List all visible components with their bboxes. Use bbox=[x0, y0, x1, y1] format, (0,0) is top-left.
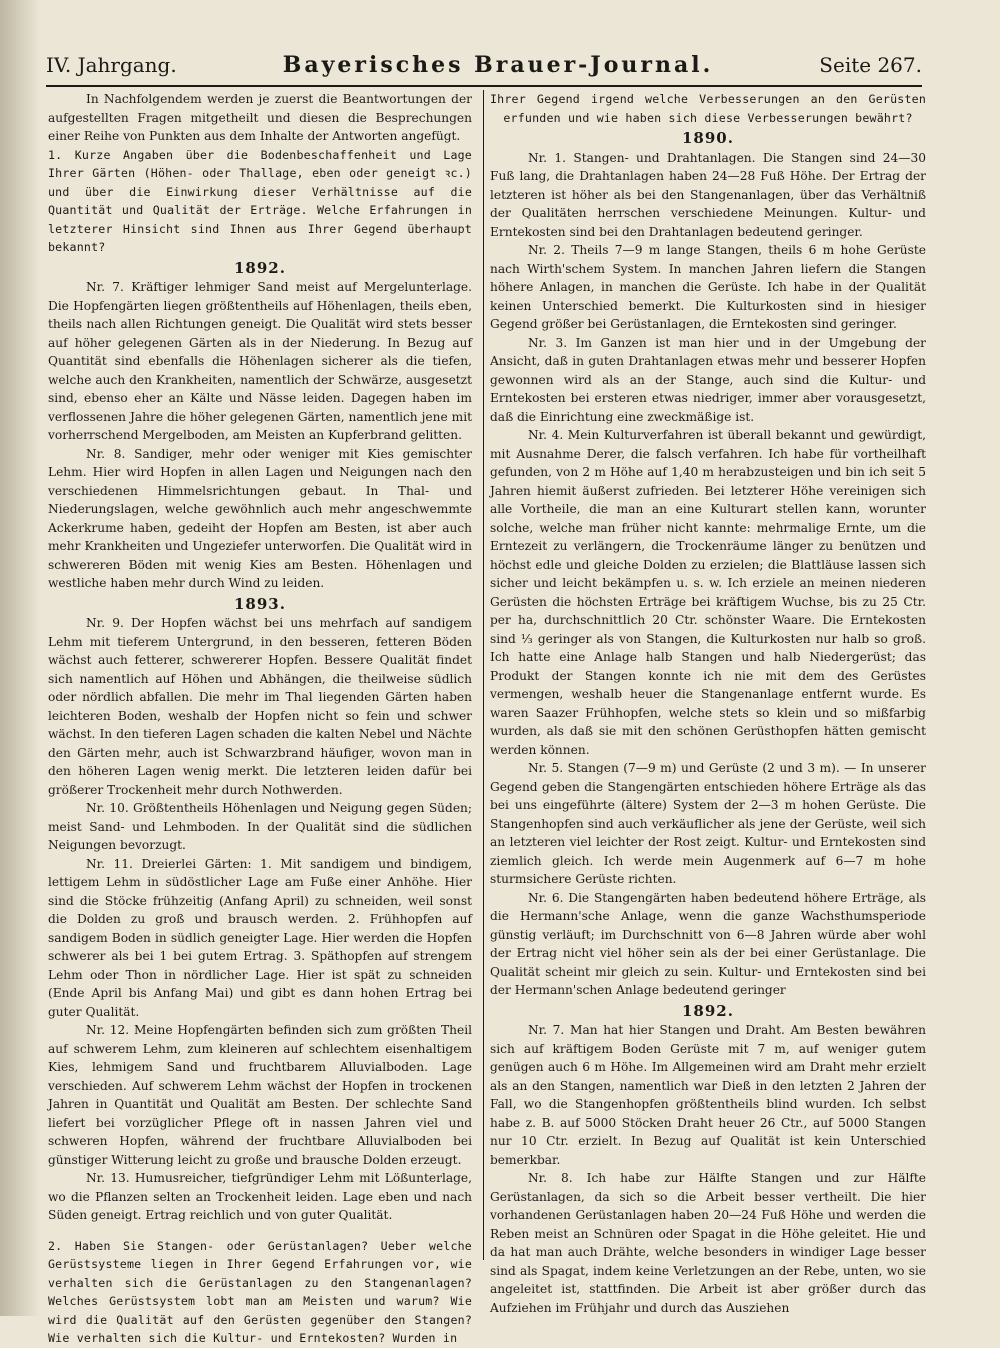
paragraph: Nr. 7. Kräftiger lehmiger Sand meist auf Mergelunterlage. Die Hopfengärten liegen größtentheils auf Höhenlagen, theils eben, theils nach allen Richtungen geneigt. Die Qualität wird stets besser auf höher gelegenen Gärten als in der Niederung. In Bezug auf Quantität sind ebenfalls die Höhenlagen sicherer als die tiefen, welche auch den Krankheiten, namentlich der Schwärze, ausgesetzt sind, ebenso eher an Kälte und Nässe leiden. Dagegen haben im verflossenen Jahre die höher gelegenen Gärten, namentlich jene mit vorherrschend Mergelboden, am Meisten an Kupferbrand gelitten. bbox=[48, 280, 472, 442]
paragraph: Nr. 7. Man hat hier Stangen und Draht. Am Besten bewähren sich auf kräftigem Boden Gerüste mit 7 m, auf weniger gutem genügen auch 6 m Höhe. Im Allgemeinen wird am Draht mehr erzielt als an den Stangen, namentlich war Dieß in den letzten 2 Jahren der Fall, wo die Stangenhopfen größtentheils blind wurden. Ich selbst habe z. B. auf 5000 Stöcken Draht heuer 26 Ctr., auf 5000 Stangen nur 10 Ctr. erzielt. In Bezug auf Qualität ist kein Unterschied bemerkbar. bbox=[490, 1023, 926, 1167]
paragraph: Nr. 3. Im Ganzen ist man hier und in der Umgebung der Ansicht, daß in guten Drahtanlagen etwas mehr und besserer Hopfen gewonnen wird als an der Stange, auch sind die Kultur- und Erntekosten bei ersteren etwas niedriger, immer aber vorausgesetzt, daß die Einrichtung eine zweckmäßige ist. bbox=[490, 335, 926, 424]
page-binding-edge bbox=[0, 0, 40, 1316]
year-heading: 1892. bbox=[682, 1001, 734, 1020]
section-gap bbox=[48, 1225, 472, 1237]
right-column bbox=[490, 90, 926, 1317]
year-heading: 1892. bbox=[234, 258, 286, 277]
question-2-continued: Ihrer Gegend irgend welche Verbesserungen an den Gerüsten erfunden und wie haben sich diese Verbesserungen bewährt? bbox=[490, 92, 926, 125]
paragraph: Nr. 9. Der Hopfen wächst bei uns mehrfach auf sandigem Lehm mit tieferem Untergrund, in den besseren, fetteren Böden wächst auch fetterer, schwererer Hopfen. Bessere Qualität findet sich namentlich auf Höhen und Abhängen, die theilweise südlich oder nördlich abfallen. Die mehr im Thal liegenden Gärten haben leichteren Boden, weshalb der Hopfen nicht so fein und schwer wächst. In den tieferen Lagen schaden die kalten Nebel und Nächte den Gärten mehr, auch ist Schwarzbrand häufiger, wovon man in den höheren Lagen wenig merkt. Die letzteren leiden dafür bei größerer Trockenheit mehr durch Nothwerden. bbox=[48, 616, 472, 797]
paragraph: Nr. 13. Humusreicher, tiefgründiger Lehm mit Lößunterlage, wo die Pflanzen selten an Trockenheit leiden. Lage eben und nach Süden geneigt. Ertrag reichlich und von guter Qualität. bbox=[48, 1171, 472, 1222]
page-number: Seite 267. bbox=[819, 53, 922, 77]
journal-title: Bayerisches Brauer-Journal. bbox=[282, 52, 714, 78]
volume-label: IV. Jahrgang. bbox=[46, 53, 177, 77]
column-divider bbox=[483, 90, 484, 1260]
paragraph: Nr. 8. Sandiger, mehr oder weniger mit Kies gemischter Lehm. Hier wird Hopfen in allen Lagen und Neigungen nach den verschiedenen Himmelsrichtungen gebaut. In Thal- und Niederungslagen, welche gewöhnlich auch mehr angeschwemmte Ackerkrume haben, gedeiht der Hopfen am Besten, ist aber auch mehr Krankheiten und Ungeziefer unterworfen. Die Qualität wird in schwereren Böden mit wenig Kies am Besten. Höhenlagen und westliche haben mehr durch Wind zu leiden. bbox=[48, 446, 472, 590]
paragraph: Nr. 2. Theils 7—9 m lange Stangen, theils 6 m hohe Gerüste nach Wirth'schem System. In manchen Jahren liefern die Stangen höhere Anlagen, in manchen die Gerüste. Ich habe in der Qualität keinen Unterschied bemerkt. Die Kulturkosten sind in hiesiger Gegend größer bei Gerüstanlagen, die Erntekosten sind geringer. bbox=[490, 243, 926, 331]
paragraph: Nr. 1. Stangen- und Drahtanlagen. Die Stangen sind 24—30 Fuß lang, die Drahtanlagen haben 24—28 Fuß Höhe. Der Ertrag der letzteren ist höher als bei den Stangenanlagen, über das Verhältniß der Qualitäten herrschen verschiedene Meinungen. Kultur- und Erntekosten sind bei den Drahtanlagen bedeutend geringer. bbox=[490, 150, 926, 239]
question-2: 2. Haben Sie Stangen- oder Gerüstanlagen? Ueber welche Gerüstsysteme liegen in Ihrer Gegend Erfahrungen vor, wie verhalten sich die Gerüstanlagen zu den Stangenanlagen? Welches Gerüstsystem lobt man am Meisten und warum? Wie wird die Qualität auf den Gerüsten gegenüber den Stangen? Wie verhalten sich die Kultur- und Erntekosten? Wurden in bbox=[48, 1238, 472, 1345]
paragraph: Nr. 5. Stangen (7—9 m) und Gerüste (2 und 3 m). — In unserer Gegend geben die Stangengärten entschieden höhere Erträge als das bei uns eingeführte (ältere) System der 2—3 m hohen Gerüste. Die Stangenhopfen sind auch verkäuflicher als jene der Gerüste, weil sich an letzteren viel leichter der Rost zeigt. Kultur- und Erntekosten sind ziemlich gleich. Ich werde mein Augenmerk auf 6—7 m hohe sturmsichere Gerüste richten. bbox=[490, 761, 926, 886]
left-column bbox=[48, 90, 472, 1348]
paragraph: Nr. 8. Ich habe zur Hälfte Stangen und zur Hälfte Gerüstanlagen, da sich so die Arbeit besser vertheilt. Die hier vorhandenen Gerüstanlagen haben 20—24 Fuß Höhe und werden die Reben meist an Schnüren oder Spagat in die Höhe geleitet. Hie und da hat man auch Drähte, welche besonders in windiger Lage besser sind als Spagat, indem keine Verletzungen an der Rebe, unten, wo sie angeleitet ist, stattfinden. Die Arbeit ist aber größer durch das Aufziehen im Frühjahr und durch das Ausziehen bbox=[490, 1171, 926, 1315]
question-1: 1. Kurze Angaben über die Bodenbeschaffenheit und Lage Ihrer Gärten (Höhen- oder Thallage, eben oder geneigt ꝛc.) und über die Einwirkung dieser Verhältnisse auf die Quantität und Qualität der Erträge. Welche Erfahrungen in letzterer Hinsicht sind Ihnen aus Ihrer Gegend überhaupt bekannt? bbox=[48, 147, 472, 254]
intro-paragraph: In Nachfolgendem werden je zuerst die Beantwortungen der aufgestellten Fragen mitgetheilt und diesen die Besprechungen einer Reihe von Punkten aus dem Inhalte der Antworten angefügt. bbox=[48, 92, 472, 143]
page-header bbox=[46, 52, 922, 82]
year-heading: 1893. bbox=[234, 594, 286, 613]
paragraph: Nr. 6. Die Stangengärten haben bedeutend höhere Erträge, als die Hermann'sche Anlage, wenn die ganze Wachsthumsperiode günstig verläuft; im Durchschnitt von 6—8 Jahren würde aber wohl der Ertrag nicht viel höher sein als der bei einer Gerüstanlage. Die Qualität scheint mir gleich zu sein. Kultur- und Erntekosten sind bei der Hermann'schen Anlage bedeutend geringer bbox=[490, 890, 926, 997]
paragraph: Nr. 11. Dreierlei Gärten: 1. Mit sandigem und bindigem, lettigem Lehm in südöstlicher Lage am Fuße einer Anhöhe. Hier sind die Stöcke frühzeitig (Anfang April) zu schneiden, weil sonst die Dolden zu groß und brausch werden. 2. Frühhopfen auf sandigem Boden in südlich geneigter Lage. Hier werden die Hopfen schwerer als bei 1 bei gutem Ertrag. 3. Späthopfen auf strengem Lehm oder Thon in nördlicher Lage. Hier ist spät zu schneiden (Ende April bis Anfang Mai) und gibt es dann hohen Ertrag bei guter Qualität. bbox=[48, 856, 472, 1019]
paragraph: Nr. 10. Größtentheils Höhenlagen und Neigung gegen Süden; meist Sand- und Lehmboden. In der Qualität sind die südlichen Neigungen bevorzugt. bbox=[48, 801, 472, 852]
year-heading: 1890. bbox=[682, 129, 734, 147]
header-rule bbox=[46, 85, 922, 87]
paragraph: Nr. 4. Mein Kulturverfahren ist überall bekannt und gewürdigt, mit Ausnahme Derer, die falsch verfahren. Ich habe für vortheilhaft gefunden, von 2 m Höhe auf 1,40 m herabzusteigen und bin ich seit 5 Jahren hiemit äußerst zufrieden. Bei letzterer Höhe vereinigen sich alle Vortheile, die man an eine Kulturart stellen kann, worunter solche, welche man früher nicht kannte: mehrmalige Ernte, um die Erntezeit zu verlängern, die Trockenräume länger zu benützen und höchst edle und gleiche Dolden zu erzielen; die Blattläuse lassen sich sicher und leicht bekämpfen u. s. w. Ich erziele an meinen niederen Gerüsten die höchsten Erträge bei kräftigem Wuchse, bis zu 25 Ctr. per ha, durchschnittlich 20 Ctr. schönster Waare. Die Erntekosten sind ⅓ geringer als von Stangen, die Kulturkosten nur halb so groß. Ich hatte eine Anlage halb Stangen und halb Niedergerüst; das Produkt der Stangen konnte ich nie mit dem des Gerüstes vermengen, weshalb heuer die Stangenanlage entfernt wurde. Es waren Saazer Frühhopfen, welche stets so klein und so mißfarbig wurden, als daß sie mit den schönen Gerüsthopfen hätten gemischt werden können. bbox=[490, 428, 926, 757]
paragraph: Nr. 12. Meine Hopfengärten befinden sich zum größten Theil auf schwerem Lehm, zum kleineren auf schlechtem eisenhaltigem Kies, lehmigem Sand und fruchtbarem Alluvialboden. Lage verschieden. Auf schwerem Lehm wächst der Hopfen in trockenen Jahren in Quantität und Qualität am Besten. Der schlechte Sand liefert bei vorzüglicher Pflege oft in nassen Jahren viel und schweren Hopfen, während der fruchtbare Alluvialboden bei günstiger Witterung leicht zu große und brausche Dolden erzeugt. bbox=[48, 1023, 472, 1167]
